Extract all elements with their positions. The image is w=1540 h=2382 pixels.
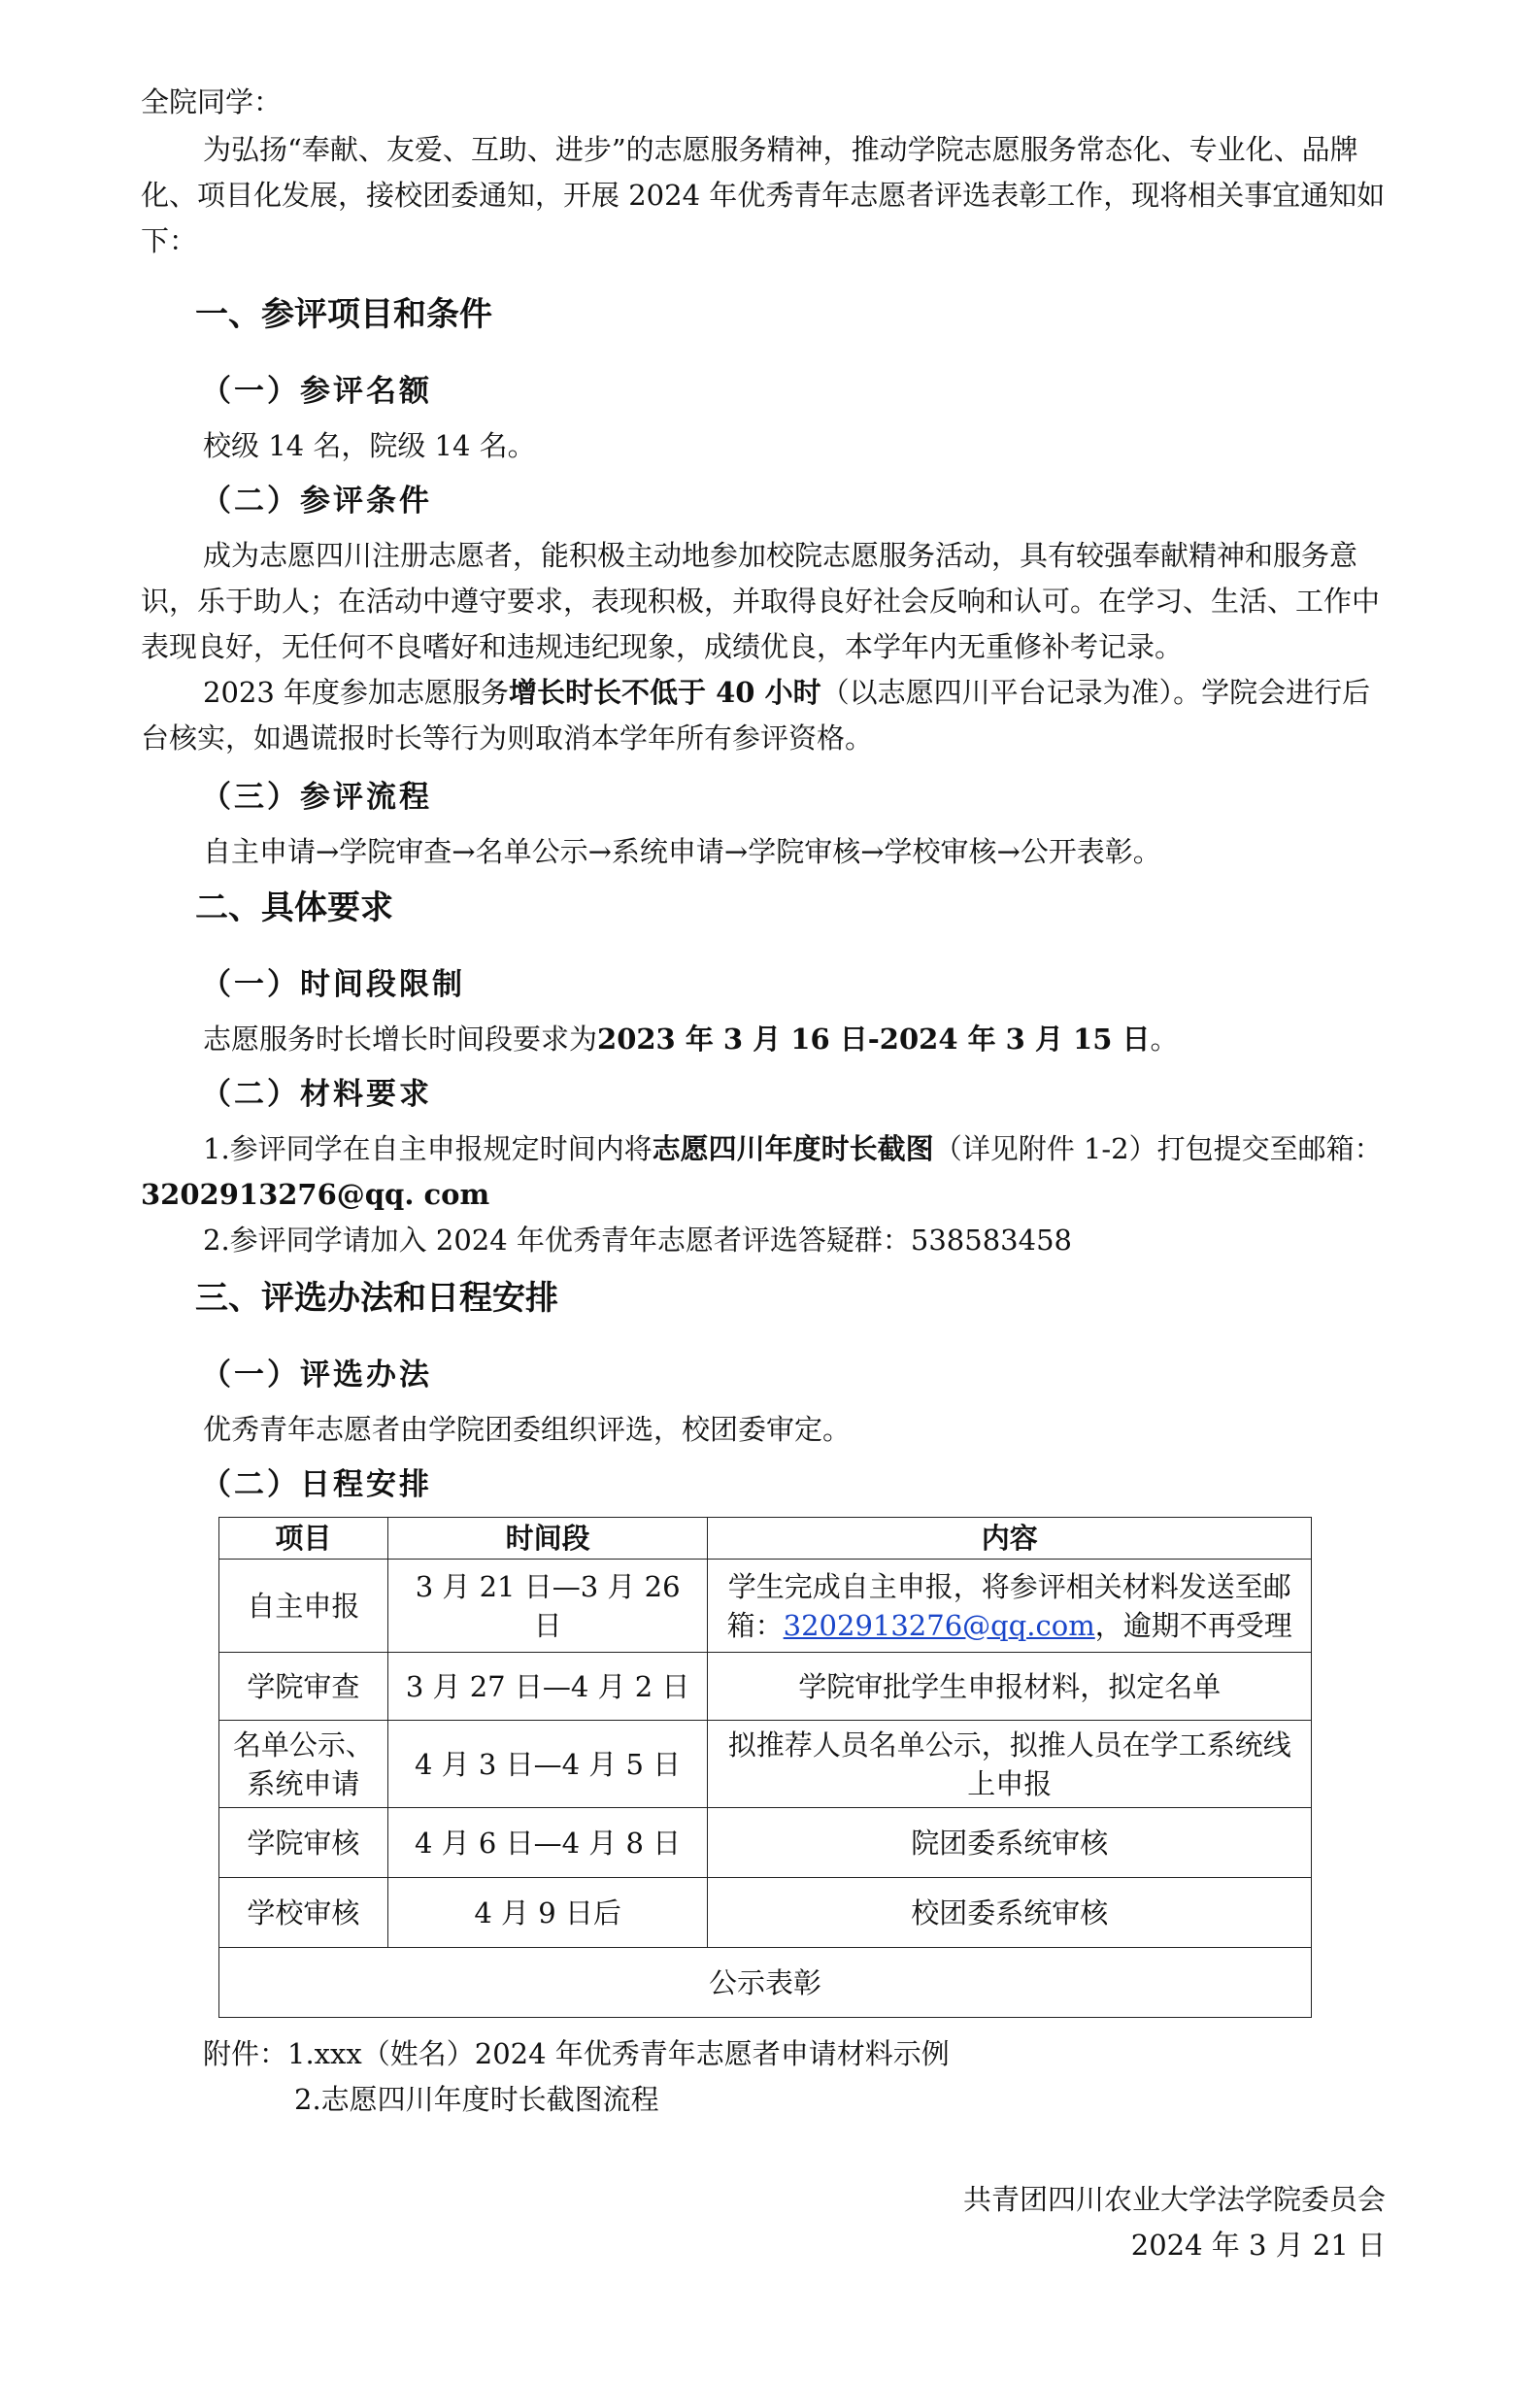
row-time: 4 月 6 日—4 月 8 日 (387, 1808, 708, 1878)
row-content: 校团委系统审核 (708, 1878, 1312, 1948)
process-text: 自主申请→学院审查→名单公示→系统申请→学院审核→学校审核→公开表彰。 (203, 835, 1161, 868)
row-item: 学院审查 (219, 1653, 388, 1721)
header-content: 内容 (708, 1518, 1312, 1560)
period-pre: 志愿服务时长增长时间段要求为 (203, 1023, 598, 1056)
schedule-table-wrap (141, 1517, 1386, 2031)
table-row (219, 1721, 1312, 1808)
quota-text: 校级 14 名，院级 14 名。 (203, 429, 536, 462)
section3-heading: 三、评选办法和日程安排 (195, 1279, 558, 1318)
attachment-line1 (141, 2031, 1386, 2077)
section1-sub2-heading: （二）参评条件 (201, 484, 432, 519)
email-link[interactable]: 3202913276@qq.com (783, 1608, 1095, 1642)
section3-sub2-heading: （二）日程安排 (201, 1467, 432, 1502)
material1-pre: 1.参评同学在自主申报规定时间内将 (203, 1132, 653, 1165)
hours-requirement-paragraph (141, 670, 1386, 761)
signature-org: 共青团四川农业大学法学院委员会 (962, 2183, 1386, 2216)
attachment-label: 附件： (203, 2037, 288, 2070)
row-time: 3 月 27 日—4 月 2 日 (387, 1653, 708, 1721)
row-time: 3 月 21 日—3 月 26 日 (387, 1560, 708, 1653)
signature-date: 2024 年 3 月 21 日 (1130, 2229, 1386, 2262)
section3-sub1-heading: （一）评选办法 (201, 1358, 432, 1392)
section1-heading: 一、参评项目和条件 (195, 295, 492, 334)
row-content-post: ，逾期不再受理 (1094, 1608, 1292, 1642)
schedule-table (218, 1517, 1312, 2018)
row-item: 学校审核 (219, 1878, 388, 1948)
table-row (219, 1653, 1312, 1721)
table-footer-row (219, 1948, 1312, 2018)
material-item1 (141, 1126, 1386, 1218)
row-item: 名单公示、系统申请 (219, 1721, 388, 1808)
header-time: 时间段 (387, 1518, 708, 1560)
row-time: 4 月 9 日后 (387, 1878, 708, 1948)
header-item: 项目 (219, 1518, 388, 1560)
section2-sub2-heading: （二）材料要求 (201, 1077, 432, 1112)
row-content-pre: 学生完成自主申报，将参评相关材料发送至邮箱： (726, 1569, 1291, 1642)
row-item: 学院审核 (219, 1808, 388, 1878)
table-row (219, 1878, 1312, 1948)
section1-sub3-heading: （三）参评流程 (201, 780, 432, 815)
hours-bold: 增长时长不低于 40 小时 (509, 676, 821, 709)
period-bold: 2023 年 3 月 16 日-2024 年 3 月 15 日 (597, 1023, 1151, 1056)
material1-email: 3202913276@qq. com (141, 1178, 490, 1211)
row-content (708, 1560, 1312, 1653)
conditions-paragraph: 成为志愿四川注册志愿者，能积极主动地参加校院志愿服务活动，具有较强奉献精神和服务意识，乐于助人；在活动中遵守要求，表现积极，并取得良好社会反响和认可。在学习、生活、工作中表现良好，无任何不良嗜好和违规违纪现象，成绩优良，本学年内无重修补考记录。 (141, 539, 1381, 663)
selection-method-text: 优秀青年志愿者由学院团委组织评选，校团委审定。 (203, 1413, 852, 1446)
notice-document (141, 80, 1386, 2268)
section1-sub1-heading: （一）参评名额 (201, 374, 432, 409)
table-header-row (219, 1518, 1312, 1560)
material1-post: （详见附件 1-2）打包提交至邮箱： (933, 1132, 1383, 1165)
footer-cell: 公示表彰 (219, 1948, 1312, 2018)
salutation: 全院同学： (141, 85, 283, 118)
row-content: 院团委系统审核 (708, 1808, 1312, 1878)
table-row (219, 1560, 1312, 1653)
row-content: 拟推荐人员名单公示，拟推人员在学工系统线上申报 (708, 1721, 1312, 1808)
period-post: 。 (1150, 1023, 1179, 1056)
attachment-item1: 1.xxx（姓名）2024 年优秀青年志愿者申请材料示例 (287, 2037, 950, 2070)
hours-post: （以志愿四川平台记录为准）。学院会进行后台核实，如遇谎报时长等行为则取消本学年所有参评资格。 (141, 676, 1371, 755)
row-time: 4 月 3 日—4 月 5 日 (387, 1721, 708, 1808)
row-item: 自主申报 (219, 1560, 388, 1653)
row-content: 学院审批学生申报材料，拟定名单 (708, 1653, 1312, 1721)
table-row (219, 1808, 1312, 1878)
time-period-text (141, 1017, 1386, 1062)
section2-sub1-heading: （一）时间段限制 (201, 967, 465, 1002)
material1-bold: 志愿四川年度时长截图 (652, 1132, 934, 1165)
section2-heading: 二、具体要求 (195, 889, 393, 927)
material-item2: 2.参评同学请加入 2024 年优秀青年志愿者评选答疑群：538583458 (203, 1224, 1072, 1257)
attachment-item2: 2.志愿四川年度时长截图流程 (294, 2083, 659, 2116)
hours-pre: 2023 年度参加志愿服务 (203, 676, 510, 709)
intro-paragraph: 为弘扬“奉献、友爱、互助、进步”的志愿服务精神，推动学院志愿服务常态化、专业化、品牌化、项目化发展，接校团委通知，开展 2024 年优秀青年志愿者评选表彰工作，现将相关事宜通知如下： (141, 133, 1386, 257)
